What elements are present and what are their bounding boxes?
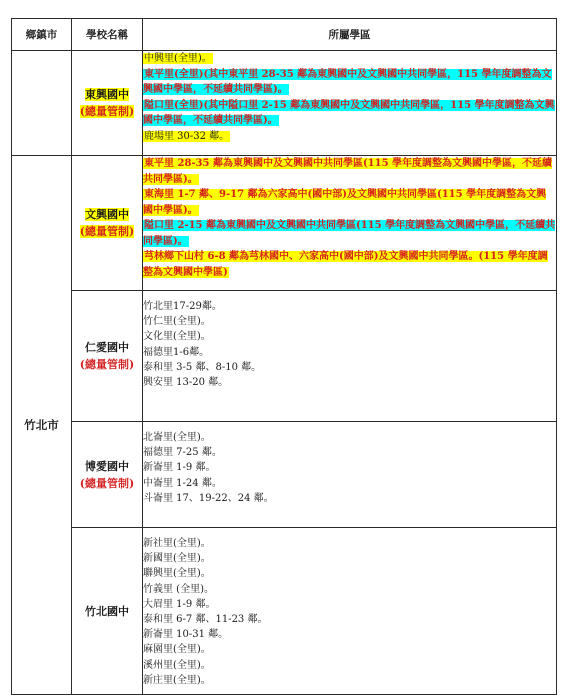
district-entry-highlighted bbox=[143, 98, 556, 129]
school-cell bbox=[72, 291, 143, 422]
header-row bbox=[12, 19, 557, 51]
district-entry: 大眉里 1-9 鄰。 bbox=[143, 598, 216, 610]
school-row bbox=[12, 291, 557, 422]
district-entry: 溪州里(全里)。 bbox=[143, 659, 211, 671]
district-entry: 新庄里(全里)。 bbox=[143, 674, 211, 686]
district-entry-text: 鹿場里 30-32 鄰。 bbox=[144, 130, 230, 142]
district-entry-highlighted bbox=[143, 249, 556, 280]
district-entry-highlighted bbox=[143, 156, 556, 187]
district-entry: 福德里 7-25 鄰。 bbox=[143, 447, 222, 459]
school-quota-note: (總量管制) bbox=[79, 225, 135, 238]
district-cell bbox=[143, 422, 557, 528]
school-row bbox=[12, 156, 557, 291]
school-quota-note: (總量管制) bbox=[79, 476, 135, 490]
district-entry: 北崙里(全里)。 bbox=[143, 432, 211, 443]
town-cell-empty bbox=[12, 51, 72, 156]
district-entry: 新崙里 10-31 鄰。 bbox=[143, 629, 229, 641]
district-entry: 文化里(全里)。 bbox=[143, 331, 211, 343]
school-cell bbox=[72, 51, 143, 156]
header-school: 學校名稱 bbox=[72, 19, 143, 51]
district-entry-text: 隘口里(全里)(其中隘口里 2-15 鄰為東興國中及文興國中共同學區，115 學年度調整為文興國中學區，不延續共同學區)。 bbox=[143, 99, 555, 126]
school-row bbox=[12, 528, 557, 695]
school-cell bbox=[72, 422, 143, 528]
district-cell bbox=[143, 528, 557, 695]
district-entry-highlighted bbox=[143, 67, 556, 98]
district-entry: 聯興里(全里)。 bbox=[143, 568, 211, 580]
district-entry-text: 隘口里 2-15 鄰為東興國中及文興國中共同學區(115 學年度調整為文興國中學區，不延續共同學區)。 bbox=[143, 220, 556, 247]
school-district-table bbox=[11, 18, 557, 695]
school-quota-note: (總量管制) bbox=[79, 358, 135, 371]
district-entry-text: 芎林鄉下山村 6-8 鄰為芎林國中、六家高中(國中部)及文興國中共同學區。(115 學年度調整為文興國中學區) bbox=[143, 251, 548, 278]
school-row bbox=[12, 51, 557, 156]
district-entry: 泰和里 3-5 鄰、8-10 鄰。 bbox=[143, 361, 262, 373]
school-name: 仁愛國中 bbox=[85, 341, 129, 354]
district-cell bbox=[143, 291, 557, 422]
table-body bbox=[12, 51, 557, 695]
school-name: 文興國中 bbox=[85, 208, 129, 221]
district-entry: 興安里 13-20 鄰。 bbox=[143, 377, 229, 389]
school-row bbox=[12, 422, 557, 528]
school-name: 博愛國中 bbox=[85, 459, 129, 473]
district-entry-text: 東海里 1-7 鄰、9-17 鄰為六家高中(國中部)及文興國中共同學區(115 學年度調整為文興國中學區)。 bbox=[143, 189, 547, 216]
district-entry: 新社里(全里)。 bbox=[143, 538, 211, 549]
district-entry: 竹北里17-29鄰。 bbox=[143, 301, 222, 312]
district-entry: 新國里(全里)。 bbox=[143, 553, 211, 565]
district-entry: 中崙里 1-24 鄰。 bbox=[143, 477, 222, 489]
district-entry: 麻園里(全里)。 bbox=[143, 644, 211, 656]
district-entry: 竹仁里(全里)。 bbox=[143, 316, 211, 328]
header-town: 鄉鎮市 bbox=[12, 19, 72, 51]
district-entry-text: 東平里 28-35 鄰為東興國中及文興國中共同學區(115 學年度調整為文興國中學區，不延續共同學區)。 bbox=[143, 158, 553, 185]
school-cell bbox=[72, 528, 143, 695]
school-cell bbox=[72, 156, 143, 291]
district-cell bbox=[143, 156, 557, 291]
district-entry: 泰和里 6-7 鄰、11-23 鄰。 bbox=[143, 614, 268, 626]
district-entry-text: 東平里(全里)(其中東平里 28-35 鄰為東興國中及文興國中共同學區，115 學年度調整為文興國中學區，不延續共同學區)。 bbox=[143, 68, 552, 95]
header-district: 所屬學區 bbox=[143, 19, 557, 51]
town-name: 竹北市 bbox=[12, 156, 72, 695]
district-entry: 新崙里 1-9 鄰。 bbox=[143, 462, 216, 474]
district-entry-text: 中興里(全里)。 bbox=[144, 53, 212, 64]
district-entry-highlighted bbox=[143, 129, 556, 145]
district-entry-highlighted bbox=[143, 218, 556, 249]
district-entry-highlighted bbox=[143, 51, 556, 67]
school-quota-note: (總量管制) bbox=[79, 105, 135, 118]
school-name: 東興國中 bbox=[85, 88, 129, 101]
school-name: 竹北國中 bbox=[85, 604, 129, 618]
district-entry: 竹義里 (全里)。 bbox=[143, 583, 214, 595]
district-cell bbox=[143, 51, 557, 156]
district-entry-highlighted bbox=[143, 187, 556, 218]
district-entry: 斗崙里 17、19-22、24 鄰。 bbox=[143, 492, 274, 504]
district-entry: 福德里1-6鄰。 bbox=[143, 346, 210, 358]
